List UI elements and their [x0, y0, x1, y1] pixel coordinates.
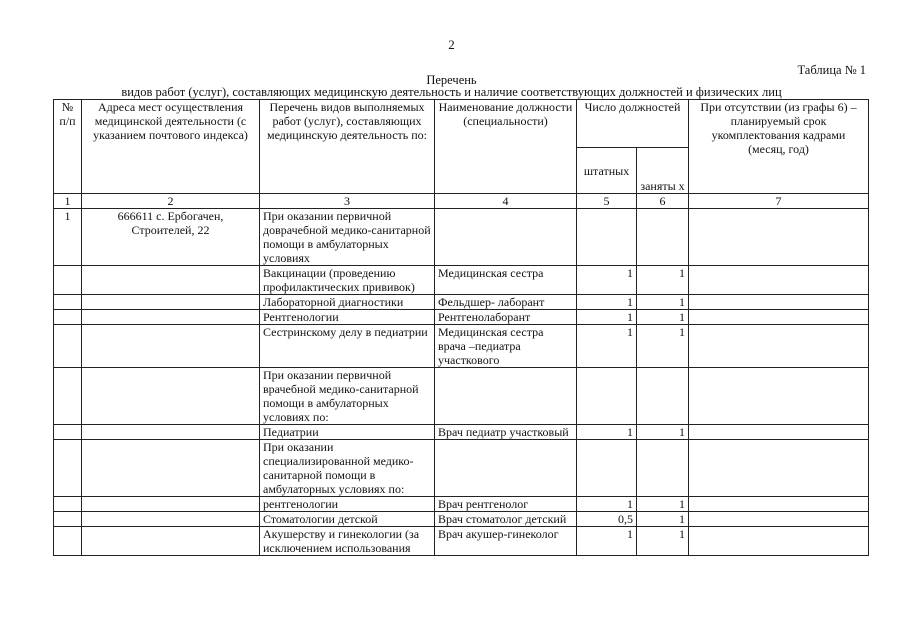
table-row: [54, 310, 869, 325]
header-number: № п/п: [54, 100, 82, 194]
row-address: [82, 368, 260, 425]
row-occupied: 1: [637, 310, 689, 325]
row-address: [82, 266, 260, 295]
row-staff: 1: [577, 497, 637, 512]
row-work: рентгенологии: [260, 497, 435, 512]
row-planned: [689, 266, 869, 295]
row-address: [82, 295, 260, 310]
table-row: [54, 425, 869, 440]
row-staff: [577, 440, 637, 497]
row-planned: [689, 440, 869, 497]
row-staff: [577, 368, 637, 425]
row-position: Врач педиатр участковый: [435, 425, 577, 440]
header-work-list: Перечень видов выполняемых работ (услуг), составляющих медицинскую деятельность по:: [260, 100, 435, 194]
row-staff: 1: [577, 295, 637, 310]
row-staff: 1: [577, 527, 637, 556]
row-planned: [689, 368, 869, 425]
row-planned: [689, 295, 869, 310]
table-row: [54, 497, 869, 512]
row-staff: 0,5: [577, 512, 637, 527]
row-number: [54, 266, 82, 295]
row-address: [82, 310, 260, 325]
row-occupied: 1: [637, 425, 689, 440]
header-staff: штатных: [577, 148, 637, 194]
header-address: Адреса мест осуществления медицинской деятельности (с указанием почтового индекса): [82, 100, 260, 194]
row-position: Фельдшер- лаборант: [435, 295, 577, 310]
document-subtitle: видов работ (услуг), составляющих медицинскую деятельность и наличие соответствующих должностей и физических лиц: [121, 85, 782, 99]
row-occupied: 1: [637, 512, 689, 527]
row-occupied: [637, 440, 689, 497]
row-position: [435, 440, 577, 497]
row-number: [54, 295, 82, 310]
column-number: 7: [689, 194, 869, 209]
header-occupied: заняты х: [637, 148, 689, 194]
column-number: 5: [577, 194, 637, 209]
row-number: [54, 368, 82, 425]
row-work: Рентгенологии: [260, 310, 435, 325]
page-number: 2: [448, 37, 455, 52]
row-work: Акушерству и гинекологии (за исключением использования: [260, 527, 435, 556]
header-position: Наименование должности (специальности): [435, 100, 577, 194]
row-position: Врач стоматолог детский: [435, 512, 577, 527]
row-number: 1: [54, 209, 82, 266]
row-address: [82, 440, 260, 497]
row-address: [82, 425, 260, 440]
row-planned: [689, 527, 869, 556]
row-position: Врач рентгенолог: [435, 497, 577, 512]
row-planned: [689, 425, 869, 440]
row-occupied: [637, 209, 689, 266]
row-planned: [689, 310, 869, 325]
row-staff: 1: [577, 310, 637, 325]
table-row: [54, 266, 869, 295]
row-occupied: 1: [637, 497, 689, 512]
row-work: Педиатрии: [260, 425, 435, 440]
row-number: [54, 497, 82, 512]
row-number: [54, 325, 82, 368]
row-position: Медицинская сестра: [435, 266, 577, 295]
row-occupied: 1: [637, 266, 689, 295]
row-occupied: [637, 368, 689, 425]
row-position: Рентгенолаборант: [435, 310, 577, 325]
row-occupied: 1: [637, 295, 689, 310]
row-work: При оказании первичной доврачебной медико-санитарной помощи в амбулаторных условиях: [260, 209, 435, 266]
row-number: [54, 425, 82, 440]
row-number: [54, 527, 82, 556]
column-number: 4: [435, 194, 577, 209]
row-work: Вакцинации (проведению профилактических прививок): [260, 266, 435, 295]
table-row: [54, 512, 869, 527]
row-number: [54, 440, 82, 497]
row-staff: 1: [577, 266, 637, 295]
row-planned: [689, 209, 869, 266]
header-positions-count: Число должностей: [577, 100, 689, 148]
column-numbers-row: [54, 194, 869, 209]
table-row: [54, 368, 869, 425]
row-occupied: 1: [637, 325, 689, 368]
row-position: Медицинская сестра врача –педиатра участкового: [435, 325, 577, 368]
row-staff: [577, 209, 637, 266]
row-planned: [689, 497, 869, 512]
table-row: [54, 527, 869, 556]
column-number: 2: [82, 194, 260, 209]
row-work: Сестринскому делу в педиатрии: [260, 325, 435, 368]
column-number: 3: [260, 194, 435, 209]
work-types-table: [53, 99, 869, 556]
row-work: Лабораторной диагностики: [260, 295, 435, 310]
row-staff: 1: [577, 325, 637, 368]
table-row: [54, 295, 869, 310]
row-address: [82, 512, 260, 527]
table-label: Таблица № 1: [797, 63, 866, 77]
row-address: [82, 325, 260, 368]
row-planned: [689, 325, 869, 368]
table-row: [54, 209, 869, 266]
table-row: [54, 440, 869, 497]
header-planned-date: При отсутствии (из графы 6) – планируемый срок укомплектования кадрами (месяц, год): [689, 100, 869, 194]
column-number: 1: [54, 194, 82, 209]
table-row: [54, 325, 869, 368]
row-address: [82, 497, 260, 512]
row-position: [435, 209, 577, 266]
row-planned: [689, 512, 869, 527]
document-title: Перечень: [426, 73, 477, 87]
column-number: 6: [637, 194, 689, 209]
row-number: [54, 512, 82, 527]
row-position: Врач акушер-гинеколог: [435, 527, 577, 556]
row-work: При оказании специализированной медико-санитарной помощи в амбулаторных условиях по:: [260, 440, 435, 497]
row-staff: 1: [577, 425, 637, 440]
row-occupied: 1: [637, 527, 689, 556]
row-address: [82, 527, 260, 556]
row-position: [435, 368, 577, 425]
row-work: При оказании первичной врачебной медико-санитарной помощи в амбулаторных условиях по:: [260, 368, 435, 425]
row-work: Стоматологии детской: [260, 512, 435, 527]
row-number: [54, 310, 82, 325]
row-address: 666611 с. Ербогачен, Строителей, 22: [82, 209, 260, 266]
